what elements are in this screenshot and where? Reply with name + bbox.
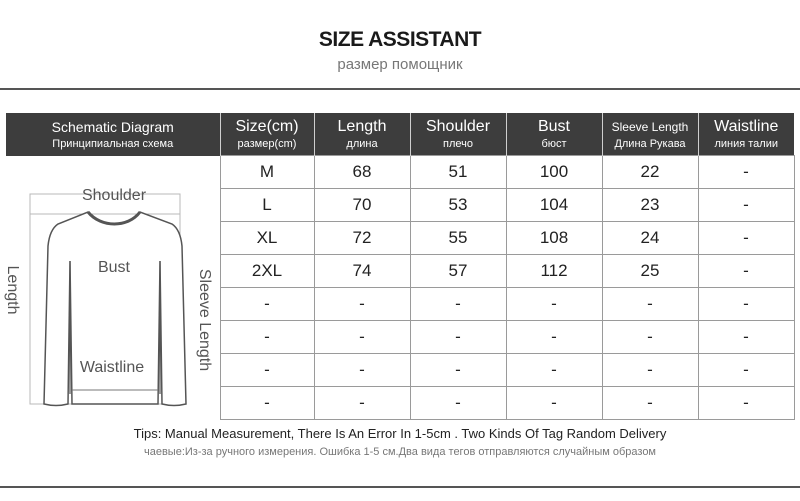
cell-waistline: - [698,354,794,387]
header-label: Bust [537,117,570,135]
cell-waistline: - [698,255,794,288]
header-label-ru: линия талии [714,137,779,150]
header-label-ru: Принципиальная схема [52,137,174,150]
header-shoulder [410,113,506,156]
header-size [220,113,314,156]
top-divider [0,88,800,90]
cell-waistline: - [698,321,794,354]
cell-length: 74 [314,255,410,288]
header-label: Size(cm) [235,117,299,135]
size-table [6,113,795,420]
cell-waistline: - [698,288,794,321]
header-label-ru: размер(cm) [237,137,297,150]
cell-length: 70 [314,189,410,222]
diagram-label-sleeve-length: Sleeve Length [196,268,213,371]
cell-sleeve-length: - [602,354,698,387]
schematic-diagram [6,156,220,420]
cell-length: - [314,354,410,387]
tips-text-ru: чаевые:Из-за ручного измерения. Ошибка 1-5 см.Два вида тегов отправляются случайным образом [144,446,656,458]
cell-shoulder: - [410,387,506,420]
header-label: Shoulder [425,117,491,135]
cell-waistline: - [698,387,794,420]
header-label-ru: Длина Рукава [614,137,686,150]
cell-shoulder: 55 [410,222,506,255]
cell-sleeve-length: 25 [602,255,698,288]
cell-size: - [220,321,314,354]
cell-bust: 108 [506,222,602,255]
header-label-ru: бюст [541,137,567,150]
cell-shoulder: 51 [410,156,506,189]
cell-shoulder: - [410,354,506,387]
diagram-label-bust: Bust [97,258,131,276]
cell-shoulder: 53 [410,189,506,222]
header-length [314,113,410,156]
header-sleeve-length [602,113,698,156]
cell-bust: 104 [506,189,602,222]
cell-waistline: - [698,189,794,222]
header-bust [506,113,602,156]
cell-length: - [314,321,410,354]
cell-length: - [314,288,410,321]
header-schematic-diagram [6,113,220,156]
cell-shoulder: 57 [410,255,506,288]
cell-length: - [314,387,410,420]
cell-sleeve-length: - [602,321,698,354]
cell-bust: 112 [506,255,602,288]
cell-sleeve-length: - [602,387,698,420]
diagram-label-shoulder: Shoulder [81,186,147,204]
cell-size: - [220,387,314,420]
header-waistline [698,113,794,156]
table-header-row [6,113,794,156]
cell-shoulder: - [410,321,506,354]
header-label: Sleeve Length [611,119,689,134]
header-label: Waistline [714,117,779,135]
cell-size: - [220,354,314,387]
cell-shoulder: - [410,288,506,321]
cell-waistline: - [698,156,794,189]
cell-size: M [220,156,314,189]
cell-bust: - [506,387,602,420]
table-row [6,156,794,189]
header-label: Schematic Diagram [51,118,174,135]
cell-size: 2XL [220,255,314,288]
cell-sleeve-length: - [602,288,698,321]
cell-sleeve-length: 24 [602,222,698,255]
sweatshirt-outline [44,212,186,406]
header-label: Length [337,117,387,135]
cell-size: L [220,189,314,222]
cell-sleeve-length: 22 [602,156,698,189]
page-subtitle: размер помощник [337,56,463,73]
header-label-ru: длина [346,137,378,150]
diagram-label-length: Length [4,265,21,314]
cell-sleeve-length: 23 [602,189,698,222]
cell-length: 68 [314,156,410,189]
cell-bust: 100 [506,156,602,189]
cell-length: 72 [314,222,410,255]
cell-waistline: - [698,222,794,255]
header-label-ru: плечо [443,137,473,150]
cell-bust: - [506,354,602,387]
diagram-label-waistline: Waistline [79,358,145,376]
sweatshirt-diagram [6,156,220,412]
cell-size: XL [220,222,314,255]
cell-bust: - [506,288,602,321]
cell-bust: - [506,321,602,354]
bottom-divider [0,486,800,488]
page-title: SIZE ASSISTANT [318,28,482,51]
cell-size: - [220,288,314,321]
tips-text: Tips: Manual Measurement, There Is An Error In 1-5cm . Two Kinds Of Tag Random Delivery [133,426,667,441]
